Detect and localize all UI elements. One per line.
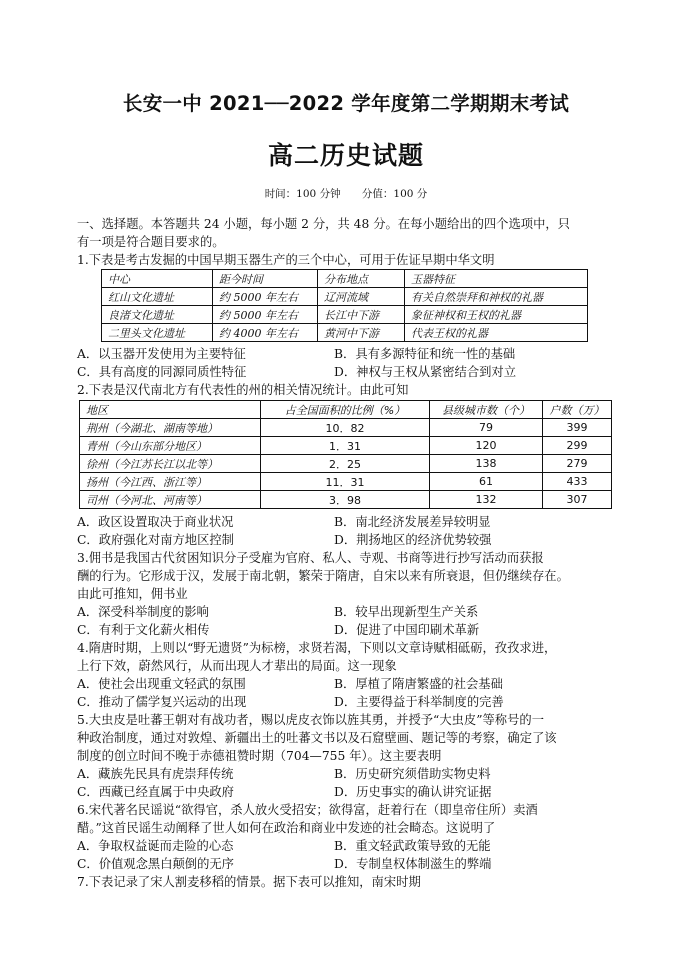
table-header-cell: 中心 — [102, 270, 213, 288]
table-header-cell: 玉器特征 — [405, 270, 588, 288]
table-header-cell: 县级城市数（个） — [430, 401, 543, 419]
q3-stem-line1: 3.佣书是我国古代贫困知识分子受雇为官府、私人、寺观、书商等进行抄写活动而获报 — [77, 551, 544, 565]
table-cell: 长江中下游 — [318, 306, 405, 324]
q3-option-d: D．促进了中国印刷术革新 — [334, 623, 480, 637]
q5-option-d: D．历史事实的确认讲究证据 — [334, 785, 492, 799]
table-cell: 青州（今山东部分地区） — [80, 437, 261, 455]
q4-option-b: B．厚植了隋唐繁盛的社会基础 — [334, 677, 503, 691]
table-header-cell: 占全国面积的比例（%） — [261, 401, 430, 419]
q2-option-d: D．荆扬地区的经济优势较强 — [334, 533, 492, 547]
table-header-cell: 地区 — [80, 401, 261, 419]
q5-stem-line1: 5.大虫皮是吐蕃王朝对有战功者，赐以虎皮衣饰以旌其勇，并授予“大虫皮”等称号的一 — [77, 713, 544, 727]
table-cell: 3．98 — [261, 491, 430, 509]
table-cell: 307 — [543, 491, 612, 509]
q1-table — [101, 269, 588, 342]
table-cell: 红山文化遗址 — [102, 288, 213, 306]
table-row — [80, 437, 612, 455]
q5-option-a: A．藏族先民具有虎崇拜传统 — [77, 767, 234, 781]
q4-stem-line1: 4.隋唐时期，上则以“野无遗贤”为标榜，求贤若渴，下则以文章诗赋相砥砺，孜孜求进， — [77, 641, 557, 655]
q5-stem-line3: 制度的创立时间不晚于赤德祖赞时期（704—755 年）。这主要表明 — [77, 749, 442, 763]
table-header-cell: 户数（万） — [543, 401, 612, 419]
table-cell: 138 — [430, 455, 543, 473]
q4-option-c: C．推动了儒学复兴运动的出现 — [77, 695, 247, 709]
exam-meta — [0, 186, 692, 201]
table-cell: 辽河流域 — [318, 288, 405, 306]
q1-option-b: B．具有多源特征和统一性的基础 — [334, 347, 516, 361]
q2-option-c: C．政府强化对南方地区控制 — [77, 533, 234, 547]
q4-option-d: D．主要得益于科举制度的完善 — [334, 695, 504, 709]
section-intro-line1: 一、选择题。本答题共 24 小题，每小题 2 分，共 48 分。在每小题给出的四个选项中，只 — [77, 217, 570, 231]
q5-option-c: C．西藏已经直属于中央政府 — [77, 785, 234, 799]
q6-stem-line2: 醋。”这首民谣生动阐释了世人如何在政治和商业中发迹的社会畸态。这说明了 — [77, 821, 496, 835]
q3-option-c: C．有利于文化薪火相传 — [77, 623, 210, 637]
q3-stem-line2: 酬的行为。它形成于汉，发展于南北朝，繁荣于隋唐，自宋以来有所衰退，但仍继续存在。 — [77, 569, 569, 583]
q6-option-d: D．专制皇权体制滋生的弊端 — [334, 857, 492, 871]
table-cell: 279 — [543, 455, 612, 473]
q6-option-c: C．价值观念黑白颠倒的无序 — [77, 857, 234, 871]
table-header-row — [102, 270, 588, 288]
table-cell: 象征神权和王权的礼器 — [405, 306, 588, 324]
q3-option-a: A．深受科举制度的影响 — [77, 605, 209, 619]
table-row — [102, 306, 588, 324]
q1-stem: 1.下表是考古发掘的中国早期玉器生产的三个中心，可用于佐证早期中华文明 — [77, 253, 495, 267]
table-header-cell: 分布地点 — [318, 270, 405, 288]
table-cell: 79 — [430, 419, 543, 437]
q2-option-a: A．政区设置取决于商业状况 — [77, 515, 234, 529]
table-cell: 有关自然崇拜和神权的礼器 — [405, 288, 588, 306]
table-row — [102, 324, 588, 342]
table-row — [80, 491, 612, 509]
table-cell: 120 — [430, 437, 543, 455]
q6-stem-line1: 6.宋代著名民谣说“欲得官，杀人放火受招安；欲得富，赶着行在（即皇帝住所）卖酒 — [77, 803, 538, 817]
q1-option-c: C．具有高度的同源同质性特征 — [77, 365, 247, 379]
table-cell: 约 4000 年左右 — [213, 324, 318, 342]
q7-stem: 7.下表记录了宋人割麦移稻的情景。据下表可以推知，南宋时期 — [77, 875, 421, 889]
table-cell: 约 5000 年左右 — [213, 306, 318, 324]
table-row — [80, 473, 612, 491]
table-cell: 61 — [430, 473, 543, 491]
q2-table — [79, 400, 612, 509]
q3-stem-line3: 由此可推知，佣书业 — [77, 587, 188, 601]
table-cell: 良渚文化遗址 — [102, 306, 213, 324]
table-cell: 11．31 — [261, 473, 430, 491]
table-cell: 约 5000 年左右 — [213, 288, 318, 306]
q5-stem-line2: 种政治制度，通过对敦煌、新疆出土的吐蕃文书以及石窟壁画、题记等的考察，确定了该 — [77, 731, 557, 745]
table-cell: 荆州（今湖北、湖南等地） — [80, 419, 261, 437]
table-cell: 299 — [543, 437, 612, 455]
q5-option-b: B．历史研究须借助实物史料 — [334, 767, 491, 781]
q4-option-a: A．使社会出现重文轻武的氛围 — [77, 677, 246, 691]
q1-option-a: A．以玉器开发使用为主要特征 — [77, 347, 246, 361]
q2-option-b: B．南北经济发展差异较明显 — [334, 515, 491, 529]
table-cell: 2．25 — [261, 455, 430, 473]
table-cell: 132 — [430, 491, 543, 509]
exam-title: 长安一中 2021──2022 学年度第二学期期末考试 — [122, 92, 570, 115]
table-cell: 1．31 — [261, 437, 430, 455]
table-row — [80, 455, 612, 473]
exam-subtitle: 高二历史试题 — [267, 141, 424, 170]
table-row — [102, 288, 588, 306]
q6-option-a: A．争取权益诞而走险的心态 — [77, 839, 234, 853]
table-cell: 399 — [543, 419, 612, 437]
table-cell: 徐州（今江苏长江以北等） — [80, 455, 261, 473]
q2-stem: 2.下表是汉代南北方有代表性的州的相关情况统计。由此可知 — [77, 383, 409, 397]
table-cell: 10．82 — [261, 419, 430, 437]
exam-time: 时间：100 分钟 — [264, 188, 341, 200]
table-cell: 黄河中下游 — [318, 324, 405, 342]
section-intro-line2: 有一项是符合题目要求的。 — [77, 235, 225, 249]
table-cell: 扬州（今江西、浙江等） — [80, 473, 261, 491]
q1-option-d: D．神权与王权从紧密结合到对立 — [334, 365, 517, 379]
table-cell: 司州（今河北、河南等） — [80, 491, 261, 509]
table-header-row — [80, 401, 612, 419]
q3-option-b: B．较早出现新型生产关系 — [334, 605, 479, 619]
table-cell: 433 — [543, 473, 612, 491]
table-cell: 代表王权的礼器 — [405, 324, 588, 342]
exam-score: 分值：100 分 — [361, 188, 428, 200]
q4-stem-line2: 上行下效，蔚然风行，从而出现人才辈出的局面。这一现象 — [77, 659, 397, 673]
table-row — [80, 419, 612, 437]
table-cell: 二里头文化遗址 — [102, 324, 213, 342]
table-header-cell: 距今时间 — [213, 270, 318, 288]
q6-option-b: B．重文轻武政策导致的无能 — [334, 839, 491, 853]
